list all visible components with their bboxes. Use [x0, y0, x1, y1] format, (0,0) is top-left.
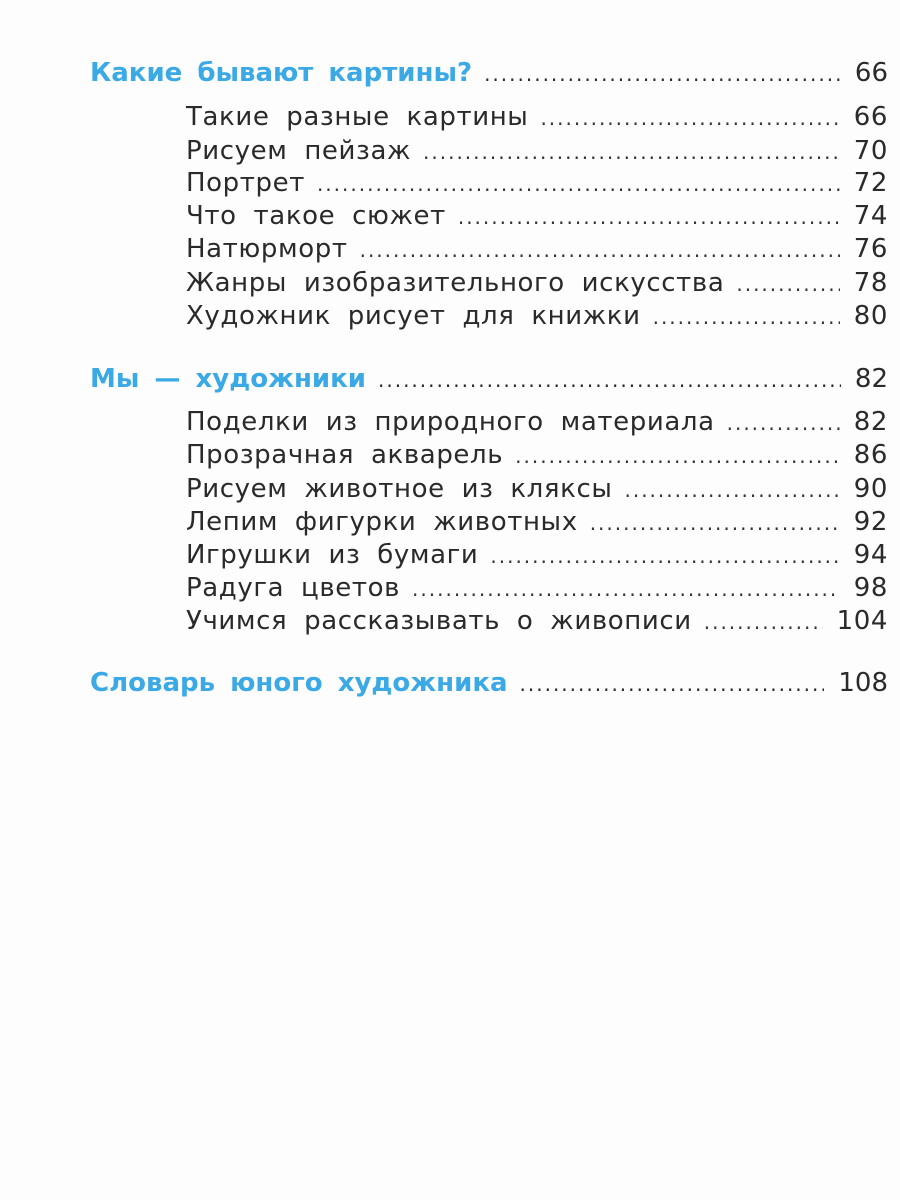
- page-number: 90: [853, 474, 888, 504]
- section-title: Словарь юного художника: [90, 668, 508, 698]
- page-number: 82: [854, 364, 888, 394]
- page-number: 74: [853, 201, 888, 231]
- toc-entry[interactable]: [186, 407, 888, 437]
- dot-leader: [704, 610, 823, 634]
- toc-entry[interactable]: [186, 102, 888, 132]
- entry-title: Жанры изобразительного искусства: [186, 268, 725, 298]
- page-number: 86: [853, 440, 888, 470]
- entry-title: Рисуем животное из кляксы: [186, 474, 613, 504]
- toc-entry[interactable]: [186, 168, 888, 198]
- section-title: Мы — художники: [90, 364, 366, 394]
- toc-section-heading[interactable]: [90, 58, 888, 88]
- page-number: 66: [853, 102, 888, 132]
- dot-leader: [590, 511, 840, 535]
- entry-title: Лепим фигурки животных: [186, 507, 578, 537]
- dot-leader: [540, 106, 839, 130]
- entry-title: Прозрачная акварель: [186, 440, 504, 470]
- entry-title: Что такое сюжет: [186, 201, 446, 231]
- dot-leader: [624, 478, 839, 502]
- toc-entry[interactable]: [186, 268, 888, 298]
- entry-title: Рисуем пейзаж: [186, 136, 412, 166]
- page-number: 94: [853, 540, 888, 570]
- entry-title: Натюрморт: [186, 234, 348, 264]
- page-number: 78: [853, 268, 888, 298]
- entry-title: Такие разные картины: [186, 102, 529, 132]
- page-number: 82: [853, 407, 888, 437]
- page-number: 80: [853, 301, 888, 331]
- dot-leader: [490, 544, 839, 568]
- entry-title: Поделки из природного материала: [186, 407, 715, 437]
- entry-title: Портрет: [186, 168, 305, 198]
- toc-entry[interactable]: [186, 136, 888, 166]
- page-number: 72: [853, 168, 888, 198]
- dot-leader: [458, 205, 840, 229]
- page-number: 76: [853, 234, 888, 264]
- toc-section-heading[interactable]: [90, 668, 888, 698]
- dot-leader: [727, 411, 840, 435]
- dot-leader: [515, 444, 840, 468]
- toc-entry[interactable]: [186, 474, 888, 504]
- page-number: 104: [836, 606, 888, 636]
- dot-leader: [412, 577, 840, 601]
- dot-leader: [484, 62, 841, 86]
- toc-entry[interactable]: [186, 606, 888, 636]
- toc-entry[interactable]: [186, 507, 888, 537]
- dot-leader: [653, 305, 840, 329]
- page-number: 98: [853, 573, 888, 603]
- page-number: 92: [853, 507, 888, 537]
- toc-entry[interactable]: [186, 201, 888, 231]
- dot-leader: [423, 140, 840, 164]
- entry-title: Игрушки из бумаги: [186, 540, 479, 570]
- dot-leader: [317, 172, 840, 196]
- entry-title: Учимся рассказывать о живописи: [186, 606, 692, 636]
- page-number: 66: [854, 58, 888, 88]
- toc-entry[interactable]: [186, 234, 888, 264]
- dot-leader: [736, 272, 839, 296]
- dot-leader: [378, 368, 841, 392]
- page-number: 108: [838, 668, 888, 698]
- toc-entry[interactable]: [186, 440, 888, 470]
- page-number: 70: [853, 136, 888, 166]
- toc-section-heading[interactable]: [90, 364, 888, 394]
- toc-entry[interactable]: [186, 573, 888, 603]
- entry-title: Художник рисует для книжки: [186, 301, 641, 331]
- section-title: Какие бывают картины?: [90, 58, 473, 88]
- entry-title: Радуга цветов: [186, 573, 401, 603]
- toc-entry[interactable]: [186, 301, 888, 331]
- dot-leader: [520, 672, 825, 696]
- toc-entry[interactable]: [186, 540, 888, 570]
- dot-leader: [360, 238, 840, 262]
